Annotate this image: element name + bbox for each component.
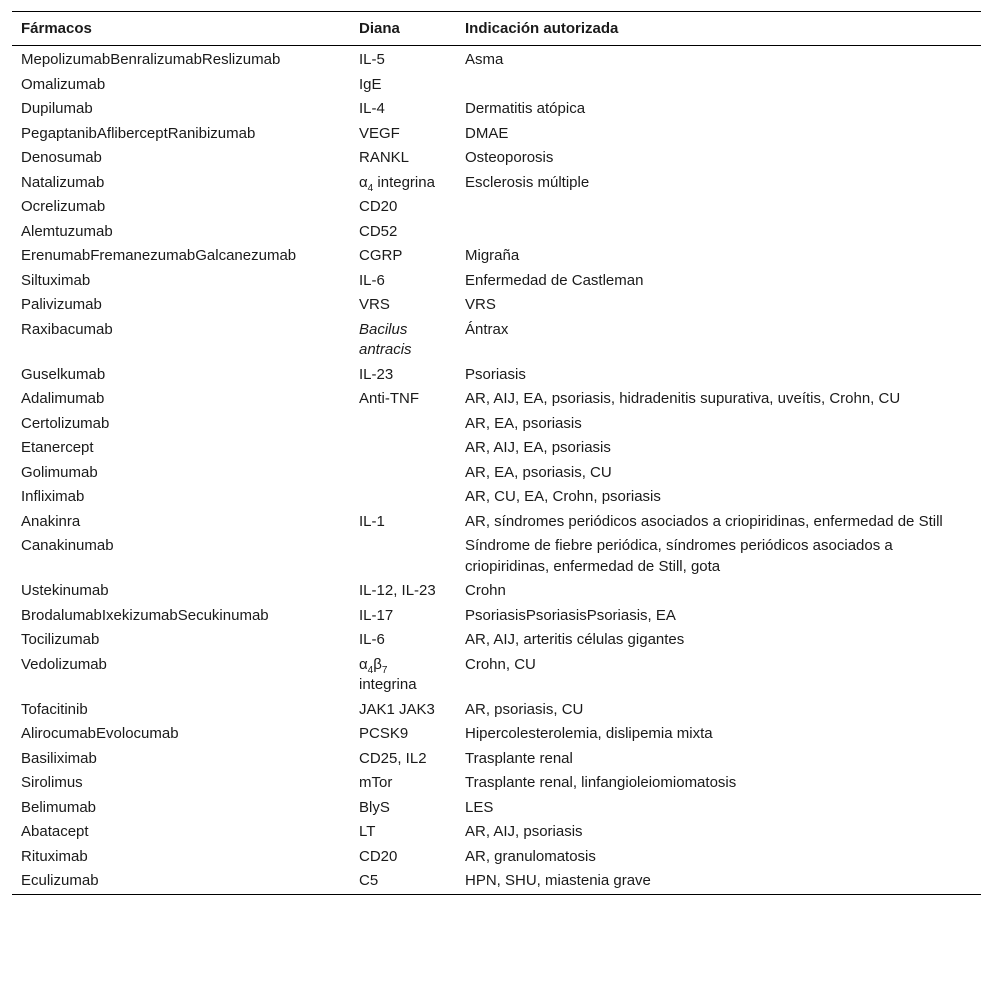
target-cell: CD52 [359, 222, 398, 240]
drug-cell: Eculizumab [21, 872, 99, 889]
target-cell: IL-6 [359, 631, 385, 648]
target-part: integrina [359, 676, 417, 693]
target-cell [350, 171, 456, 196]
drug-cell: Guselkumab [21, 365, 106, 383]
drug-cell: Certolizumab [21, 414, 110, 432]
drug-cell: Rituximab [21, 847, 88, 865]
table-row [12, 845, 981, 870]
table-row [12, 510, 981, 535]
table-row [12, 579, 981, 604]
target-cell: Bacilus antracis [359, 320, 412, 358]
target-cell: C5 [359, 872, 379, 889]
table-row [12, 461, 981, 486]
indication-cell: Trasplante renal, linfangioleiomiomatosis [465, 774, 737, 791]
drug-cell: Infliximab [21, 488, 85, 505]
target-cell: IL-17 [359, 606, 394, 624]
table-row [12, 796, 981, 821]
indication-cell: AR, EA, psoriasis [465, 414, 582, 432]
table-row [12, 146, 981, 171]
table-row [12, 628, 981, 653]
table-row [12, 485, 981, 510]
table-row [12, 195, 981, 220]
drug-cell: Basiliximab [21, 749, 97, 767]
target-cell: mTor [359, 774, 393, 791]
target-cell: CD25, IL2 [359, 749, 427, 767]
table-row [12, 318, 981, 363]
indication-cell: LES [465, 798, 494, 816]
drug-cell: Belimumab [21, 798, 97, 816]
table-row [12, 387, 981, 412]
target-cell [350, 412, 456, 437]
drug-cell: BrodalumabIxekizumabSecukinumab [21, 606, 269, 624]
target-part: 4 [367, 664, 374, 676]
target-cell: CD20 [359, 847, 398, 865]
indication-cell: AR, AIJ, EA, psoriasis, hidradenitis supurativa, uveítis, Crohn, CU [465, 390, 901, 407]
table-row [12, 412, 981, 437]
indication-cell: Crohn [465, 582, 506, 599]
drug-cell: Ustekinumab [21, 582, 109, 599]
drug-cell: Siltuximab [21, 271, 91, 289]
table-row [12, 534, 981, 579]
table-row [12, 97, 981, 122]
indication-cell: Dermatitis atópica [465, 100, 586, 117]
indication-cell: AR, síndromes periódicos asociados a criopiridinas, enfermedad de Still [465, 512, 943, 530]
indication-cell: Osteoporosis [465, 149, 554, 166]
drug-cell: Omalizumab [21, 75, 106, 93]
indication-cell: Asma [465, 51, 504, 68]
drug-cell: Natalizumab [21, 173, 105, 191]
indication-cell: VRS [465, 296, 496, 313]
target-cell [350, 485, 456, 510]
table-row [12, 220, 981, 245]
table-row [12, 698, 981, 723]
drug-cell: Adalimumab [21, 390, 105, 407]
target-cell: IL-1 [359, 512, 385, 530]
drug-cell: Ocrelizumab [21, 198, 106, 215]
drug-cell: Alemtuzumab [21, 222, 113, 240]
table-row [12, 46, 981, 73]
indication-cell: Crohn, CU [465, 655, 536, 673]
drug-cell: Canakinumab [21, 537, 114, 554]
indication-cell [456, 220, 981, 245]
drug-cell: Denosumab [21, 149, 102, 166]
drug-cell: Dupilumab [21, 100, 93, 117]
table-row [12, 604, 981, 629]
indication-cell: AR, AIJ, EA, psoriasis [465, 439, 611, 456]
table-row [12, 722, 981, 747]
table-body [12, 46, 981, 895]
table-row [12, 73, 981, 98]
header-row [12, 12, 981, 46]
target-cell: JAK1 JAK3 [359, 700, 435, 718]
table-row [12, 747, 981, 772]
indication-cell: Ántrax [465, 320, 509, 338]
table-row [12, 436, 981, 461]
target-part: β [373, 655, 382, 673]
target-cell: IL-6 [359, 271, 385, 289]
table-row [12, 244, 981, 269]
drug-cell: Etanercept [21, 439, 94, 456]
table-row [12, 269, 981, 294]
drug-cell: MepolizumabBenralizumabReslizumab [21, 51, 281, 68]
indication-cell: PsoriasisPsoriasisPsoriasis, EA [465, 606, 676, 624]
target-cell: VEGF [359, 124, 400, 142]
target-cell: IgE [359, 75, 382, 93]
drug-cell: PegaptanibAfliberceptRanibizumab [21, 124, 256, 142]
target-part: integrina [373, 173, 435, 191]
target-part: 7 [381, 664, 388, 676]
target-part: α [359, 173, 368, 191]
indication-cell: DMAE [465, 124, 509, 142]
indication-cell: HPN, SHU, miastenia grave [465, 872, 651, 889]
drug-cell: Sirolimus [21, 774, 83, 791]
target-cell: Anti-TNF [359, 390, 419, 407]
drug-cell: AlirocumabEvolocumab [21, 725, 179, 742]
drug-cell: Tofacitinib [21, 700, 88, 718]
indication-cell: Síndrome de fiebre periódica, síndromes periódicos asociados a criopiridinas, enfermedad de Still, gota [465, 537, 893, 575]
indication-cell: Esclerosis múltiple [465, 173, 590, 191]
table-row [12, 363, 981, 388]
indication-cell: Hipercolesterolemia, dislipemia mixta [465, 725, 713, 742]
header-target: Diana [359, 20, 400, 37]
target-cell: IL-12, IL-23 [359, 582, 436, 599]
drug-table [12, 11, 981, 895]
target-cell [350, 436, 456, 461]
drug-cell: ErenumabFremanezumabGalcanezumab [21, 247, 297, 264]
indication-cell: Psoriasis [465, 365, 526, 383]
table-header [12, 12, 981, 46]
drug-cell: Tocilizumab [21, 631, 100, 648]
table-row [12, 869, 981, 894]
target-cell [350, 534, 456, 579]
target-cell: IL-23 [359, 365, 394, 383]
drug-cell: Palivizumab [21, 296, 102, 313]
target-cell: VRS [359, 296, 390, 313]
table-row [12, 122, 981, 147]
drug-cell: Golimumab [21, 463, 98, 481]
target-cell: BlyS [359, 798, 390, 816]
indication-cell [456, 73, 981, 98]
target-cell [350, 461, 456, 486]
target-cell: CD20 [359, 198, 398, 215]
target-cell: PCSK9 [359, 725, 409, 742]
indication-cell: AR, EA, psoriasis, CU [465, 463, 612, 481]
table-row [12, 771, 981, 796]
indication-cell: Enfermedad de Castleman [465, 271, 644, 289]
target-cell: IL-4 [359, 100, 385, 117]
drug-cell: Raxibacumab [21, 320, 113, 338]
target-cell: RANKL [359, 149, 410, 166]
target-cell: IL-5 [359, 51, 385, 68]
table-row [12, 820, 981, 845]
header-drugs: Fármacos [21, 20, 92, 37]
drug-cell: Anakinra [21, 512, 81, 530]
table-row [12, 653, 981, 698]
indication-cell: AR, AIJ, arteritis células gigantes [465, 631, 685, 648]
indication-cell: AR, AIJ, psoriasis [465, 823, 583, 840]
header-indication: Indicación autorizada [465, 20, 619, 37]
indication-cell: AR, granulomatosis [465, 847, 596, 865]
indication-cell [456, 195, 981, 220]
indication-cell: Trasplante renal [465, 749, 573, 767]
table-row [12, 171, 981, 196]
target-cell [350, 653, 456, 698]
drug-cell: Vedolizumab [21, 655, 107, 673]
indication-cell: AR, psoriasis, CU [465, 700, 584, 718]
target-cell: CGRP [359, 247, 403, 264]
table-row [12, 293, 981, 318]
target-cell: LT [359, 823, 376, 840]
indication-cell: AR, CU, EA, Crohn, psoriasis [465, 488, 661, 505]
indication-cell: Migraña [465, 247, 520, 264]
drug-table-container [12, 11, 981, 895]
drug-cell: Abatacept [21, 823, 89, 840]
target-part: α [359, 655, 368, 673]
target-part: 4 [367, 182, 374, 194]
